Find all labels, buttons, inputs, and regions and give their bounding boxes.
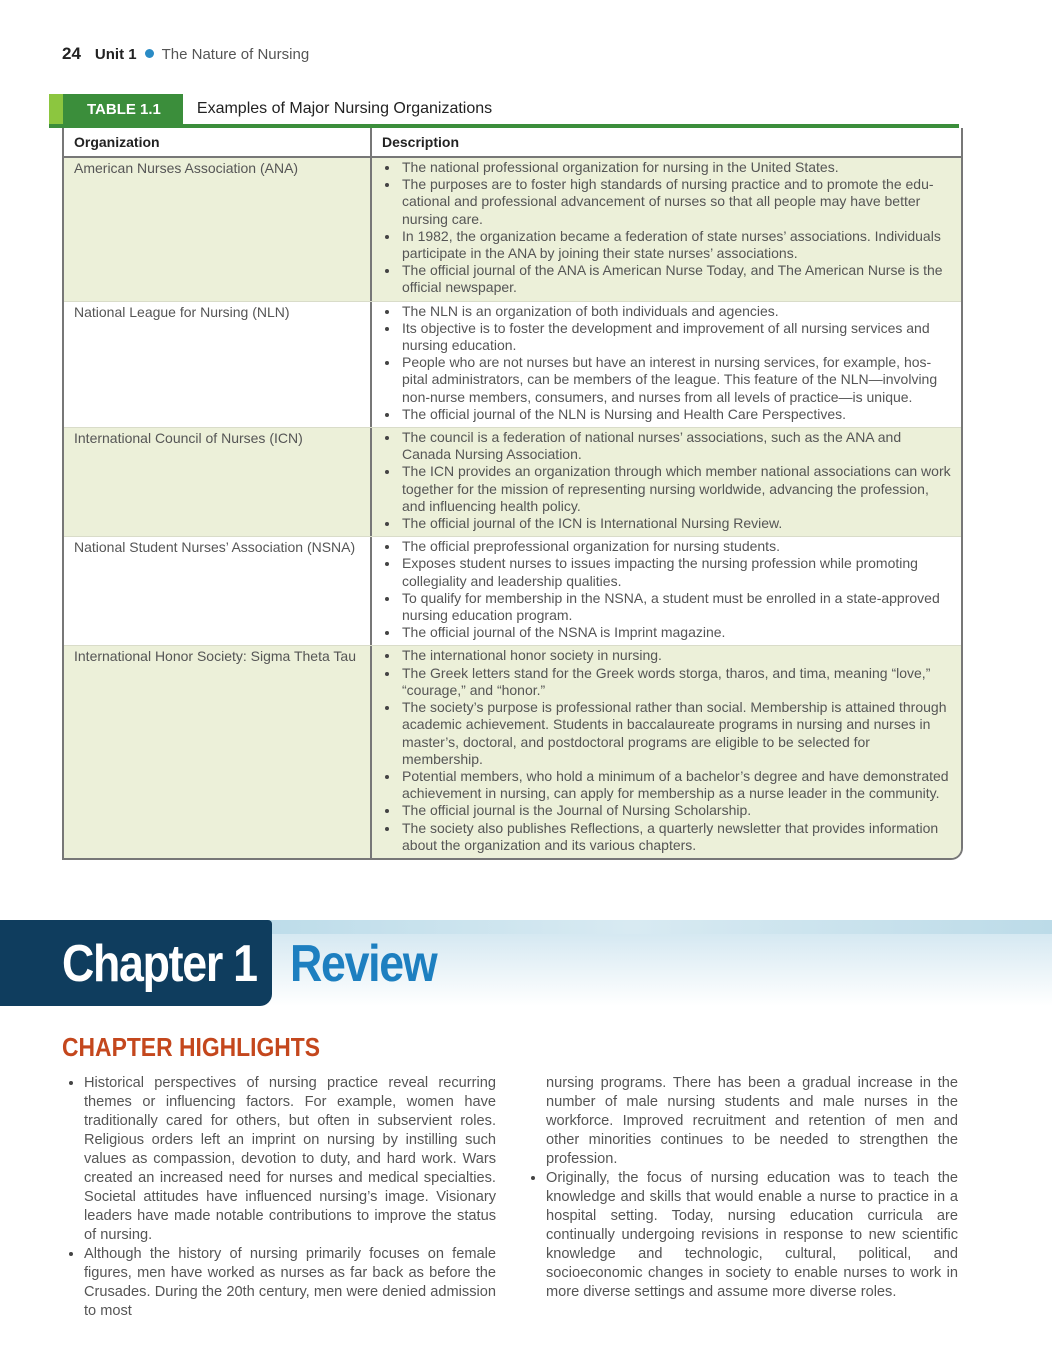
highlights-heading: CHAPTER HIGHLIGHTS: [62, 1032, 321, 1062]
table-row: [64, 158, 961, 302]
description-bullet: • People who are not nurses but have an interest in nursing services, for example, hospital administrators, can be members of the league. This feature of the NLN—involving non-nurse members, consumers, and nurses from all levels of practice—is unique.: [400, 354, 951, 406]
organizations-table-block: [49, 94, 959, 860]
chapter-title: The Nature of Nursing: [161, 46, 310, 63]
description-bullet: • The national professional organization for nursing in the United States.: [400, 159, 951, 176]
table-header-row: [64, 128, 961, 158]
organization-cell: National League for Nursing (NLN): [64, 302, 372, 427]
description-cell: [372, 428, 961, 536]
description-bullet: • Potential members, who hold a minimum of a bachelor’s degree and have demonstrated achievement in nursing, can apply for membership as a nurse leader in the community.: [400, 768, 951, 802]
unit-label: Unit 1: [94, 46, 137, 63]
organization-cell: National Student Nurses’ Association (NSNA): [64, 537, 372, 645]
description-bullet: • The council is a federation of national nurses’ associations, such as the ANA and Canada Nursing Association.: [400, 429, 951, 463]
table-caption: [49, 94, 959, 128]
description-bullet: • The official journal is the Journal of Nursing Scholarship.: [400, 802, 951, 819]
organizations-table: [62, 128, 963, 860]
description-bullet: • The purposes are to foster high standards of nursing practice and to promote the educational and professional advancement of nurses so that all people may have better nursing care.: [400, 176, 951, 228]
caption-accent: [49, 94, 63, 124]
highlight-item: • Originally, the focus of nursing education was to teach the knowledge and skills that would enable a nurse to practice in a hospital setting. Today, nursing education curricula are continually undergoing revisions in response to new scientific knowledge and technologic, cultural, political, and socioeconomic changes in society to enable nurses to work in more diverse settings and assume more diverse roles.: [546, 1169, 958, 1302]
table-row: [64, 302, 961, 428]
column-header-organization: Organization: [64, 128, 372, 156]
description-bullet: • The society also publishes Reflections, a quarterly newsletter that provides information about the organization and its various chapters.: [400, 820, 951, 854]
table-body: [64, 158, 961, 858]
description-bullet: • The international honor society in nursing.: [400, 647, 951, 664]
organization-cell: American Nurses Association (ANA): [64, 158, 372, 301]
description-cell: [372, 302, 961, 427]
description-cell: [372, 537, 961, 645]
description-bullet: • The ICN provides an organization through which member national associations can work together for the mission of representing nursing worldwide, advancing the profession, and influencing health policy.: [400, 463, 951, 515]
description-bullet: • To qualify for membership in the NSNA, a student must be enrolled in a state-approved nursing education program.: [400, 590, 951, 624]
chapter-label: Chapter 1: [62, 935, 257, 993]
table-row: [64, 646, 961, 857]
page-number: 24: [62, 44, 81, 63]
highlight-item: • Although the history of nursing primarily focuses on female figures, men have worked as nurses as far back as before the Crusades. During the 20th century, men were denied admission to most: [84, 1245, 496, 1321]
review-label: Review: [290, 935, 437, 993]
highlights-left-column: [62, 1074, 496, 1321]
description-bullet: • The society’s purpose is professional rather than social. Membership is attained through academic achievement. Students in baccalaureate programs in nursing and nurses in master’s, doctoral, and postdoctoral programs are eligible to be selected for membership.: [400, 699, 951, 768]
description-bullet: • Exposes student nurses to issues impacting the nursing profession while promoting collegiality and leadership qualities.: [400, 555, 951, 589]
organization-cell: International Honor Society: Sigma Theta Tau: [64, 646, 372, 857]
description-bullet: • The official journal of the NSNA is Imprint magazine.: [400, 624, 951, 641]
description-cell: [372, 158, 961, 301]
description-bullet: • The Greek letters stand for the Greek words storga, tharos, and tima, meaning “love,” “courage,” and “honor.”: [400, 665, 951, 699]
organization-cell: International Council of Nurses (ICN): [64, 428, 372, 536]
description-bullet: • In 1982, the organization became a federation of state nurses’ associations. Individuals participate in the ANA by joining their state nurses’ associations.: [400, 228, 951, 262]
column-header-description: Description: [382, 134, 460, 150]
description-bullet: • The official journal of the ANA is American Nurse Today, and The American Nurse is the official newspaper.: [400, 262, 951, 296]
table-title: Examples of Major Nursing Organizations: [196, 100, 493, 117]
description-bullet: • The official journal of the NLN is Nursing and Health Care Perspectives.: [400, 406, 951, 423]
chapter-review-banner: [0, 920, 1052, 1006]
table-row: [64, 428, 961, 537]
description-cell: [372, 646, 961, 857]
description-bullet: • The NLN is an organization of both individuals and agencies.: [400, 303, 951, 320]
description-bullet: • The official preprofessional organization for nursing students.: [400, 538, 951, 555]
table-label: TABLE 1.1: [63, 94, 183, 124]
table-row: [64, 537, 961, 646]
description-bullet: • Its objective is to foster the development and improvement of all nursing services and nursing education.: [400, 320, 951, 354]
bullet-dot-icon: [145, 49, 154, 58]
running-head: [62, 44, 309, 64]
description-bullet: • The official journal of the ICN is International Nursing Review.: [400, 515, 951, 532]
highlight-item: • Historical perspectives of nursing practice reveal recurring themes or influencing factors. For example, women have traditionally cared for others, but often in subservient roles. Religious orders left an imprint on nursing by instilling such values as compassion, devotion to duty, and hard work. Wars created an increased need for nurses and medical specialties. Societal attitudes have influenced nursing’s image. Visionary leaders have made notable contributions to improve the status of nursing.: [84, 1074, 496, 1245]
highlight-continuation: nursing programs. There has been a gradual increase in the number of male nursing students and male nurses in the workforce. Improved recruitment and retention of men and other minorities continues to be needed to strengthen the profession.: [546, 1075, 958, 1167]
highlights-right-column: [524, 1074, 958, 1302]
